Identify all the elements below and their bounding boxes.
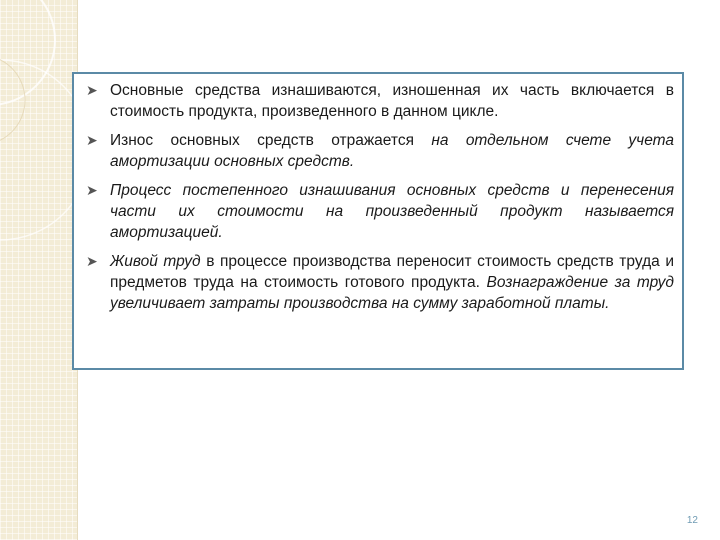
arrow-bullet-icon: ➤: [86, 182, 98, 198]
list-item: [86, 251, 674, 314]
decorative-circles-graphic: [0, 0, 77, 540]
arrow-bullet-icon: ➤: [86, 82, 98, 98]
item-text-italic: Процесс постепенного изнашивания основных средств и перенесения части их стоимости на произведенный продукт называется амортизацией.: [110, 182, 674, 241]
item-text-italic: Живой труд: [110, 253, 201, 270]
item-text-italic-2: Вознаграждение за труд увеличивает затраты производства на сумму заработной платы.: [110, 274, 674, 312]
bullet-list: [86, 80, 674, 322]
page-number: 12: [686, 515, 698, 526]
item-text: Износ основных средств отражается: [110, 132, 432, 149]
list-item: [86, 130, 674, 172]
decorative-side-panel: [0, 0, 77, 540]
arrow-bullet-icon: ➤: [86, 132, 98, 148]
item-text-italic: на отдельном счете учета амортизации основных средств.: [110, 132, 674, 170]
item-text: Основные средства изнашиваются, изношенная их часть включается в стоимость продукта, произведенного в данном цикле.: [110, 82, 674, 120]
list-item: [86, 180, 674, 243]
arrow-bullet-icon: ➤: [86, 253, 98, 269]
item-text: в процессе производства переносит стоимость средств труда и предметов труда на стоимость готового продукта.: [110, 253, 674, 291]
content-box: [72, 72, 684, 370]
list-item: [86, 80, 674, 122]
